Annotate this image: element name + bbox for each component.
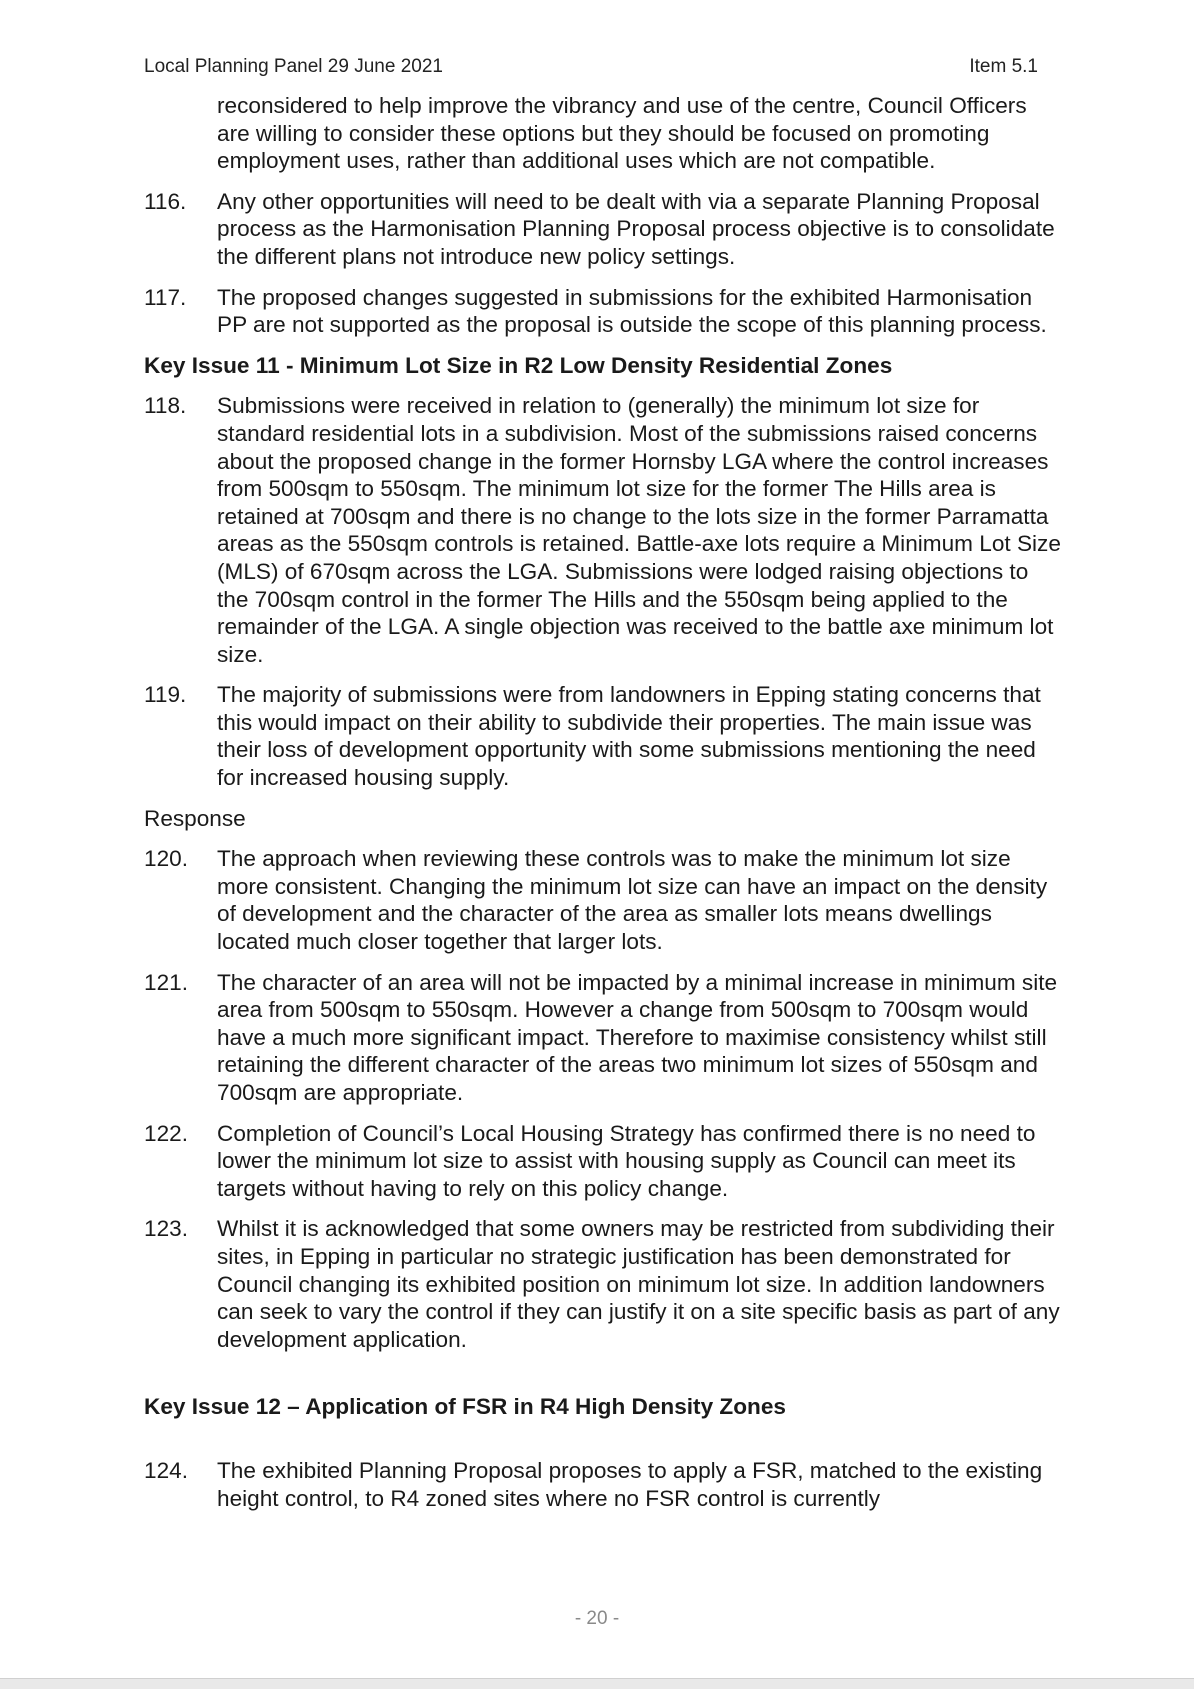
paragraph-text: The approach when reviewing these controls was to make the minimum lot size more consistent. Changing the minimum lot size can have an impact on the density of development and the character of the area as smaller lots means dwellings located much closer together that larger lots. [217,846,1048,955]
paragraph-group-d [144,1457,1064,1512]
paragraph-text: The character of an area will not be impacted by a minimal increase in minimum site area from 500sqm to 550sqm. However a change from 500sqm to 700sqm would have a much more significant impact. Therefore to maximise consistency whilst still retaining the different character of the areas two minimum lot sizes of 550sqm and 700sqm are appropriate. [217,969,1058,1105]
numbered-paragraph [144,969,1064,1107]
numbered-paragraph [144,1215,1064,1353]
numbered-paragraph [144,284,1064,339]
paragraph-text: Any other opportunities will need to be dealt with via a separate Planning Proposal process as the Harmonisation Planning Proposal process objective is to consolidate the different plans not introduce new policy settings. [217,188,1055,269]
header-meeting-date: Local Planning Panel 29 June 2021 [144,56,443,77]
page-number: - 20 - [574,1608,620,1629]
paragraph-text: Completion of Council’s Local Housing Strategy has confirmed there is no need to lower the minimum lot size to assist with housing supply as Council can meet its targets without having to rely on this policy change. [217,1120,1036,1201]
numbered-paragraph [144,1120,1064,1203]
paragraph-text: Whilst it is acknowledged that some owners may be restricted from subdividing their sites, in Epping in particular no strategic justification has been demonstrated for Council changing its exhibited position on minimum lot size. In addition landowners can seek to vary the control if they can justify it on a site specific basis as part of any development application. [217,1216,1060,1352]
paragraph-group-a [144,188,1064,339]
heading-key-issue-12: Key Issue 12 – Application of FSR in R4 High Density Zones [144,1394,786,1420]
paragraph-number: 118. [144,393,187,419]
paragraph-text: The majority of submissions were from landowners in Epping stating concerns that this would impact on their ability to subdivide their properties. The main issue was their loss of development opportunity with some submissions mentioning the need for increased housing supply. [217,682,1041,791]
paragraph-text: Submissions were received in relation to (generally) the minimum lot size for standard residential lots in a subdivision. Most of the submissions raised concerns about the proposed change in the former Hornsby LGA where the control increases from 500sqm to 550sqm. The minimum lot size for the former The Hills area is retained at 700sqm and there is no change to the lots size in the former Parramatta areas as the 550sqm controls is retained. Battle-axe lots require a Minimum Lot Size (MLS) of 670sqm across the LGA. Submissions were lodged raising objections to the 700sqm control in the former The Hills and the 550sqm being applied to the remainder of the LGA. A single objection was received to the battle axe minimum lot size. [217,393,1061,667]
heading-key-issue-11: Key Issue 11 - Minimum Lot Size in R2 Low Density Residential Zones [144,352,893,378]
paragraph-text: The exhibited Planning Proposal proposes to apply a FSR, matched to the existing height control, to R4 zoned sites where no FSR control is currently [217,1457,1043,1511]
paragraph-number: 122. [144,1120,188,1146]
paragraph-number: 120. [144,846,188,872]
paragraph-number: 121. [144,969,188,995]
paragraph-text: The proposed changes suggested in submissions for the exhibited Harmonisation PP are not supported as the proposal is outside the scope of this planning process. [217,284,1047,338]
paragraph-number: 119. [144,682,187,708]
document-body [144,92,1064,1525]
paragraph-group-c [144,845,1064,1353]
page-header [144,56,1038,78]
paragraph-number: 116. [144,188,187,214]
numbered-paragraph [144,845,1064,955]
numbered-paragraph [144,392,1064,668]
paragraph-number: 124. [144,1457,188,1483]
paragraph-number: 117. [144,284,187,310]
numbered-paragraph [144,681,1064,791]
paragraph-group-b [144,392,1064,791]
numbered-paragraph [144,1457,1064,1512]
numbered-paragraph [144,188,1064,271]
continued-paragraph: reconsidered to help improve the vibrancy and use of the centre, Council Officers are willing to consider these options but they should be focused on promoting employment uses, rather than additional uses which are not compatible. [217,93,1027,174]
response-label: Response [144,805,246,831]
paragraph-number: 123. [144,1216,188,1242]
page-bottom-edge [0,1678,1194,1689]
header-item-number: Item 5.1 [969,56,1038,77]
